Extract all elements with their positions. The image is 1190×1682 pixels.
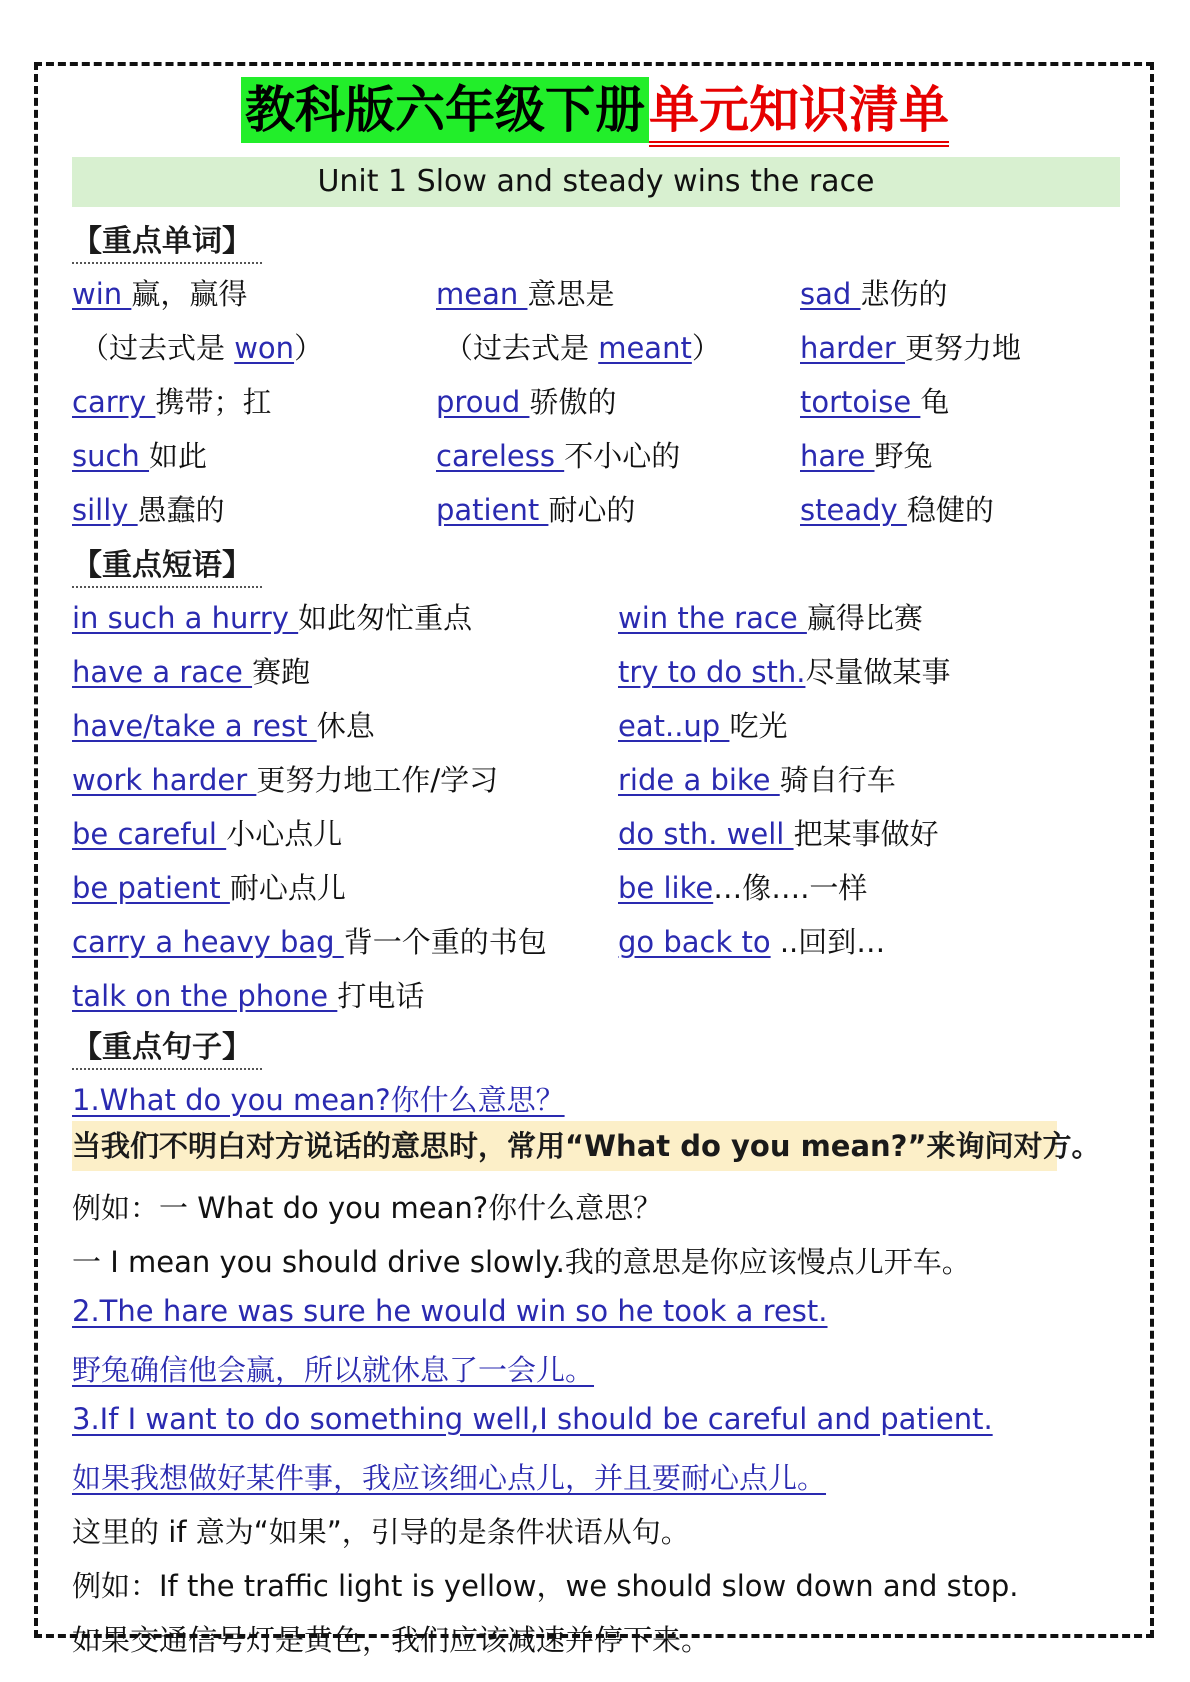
word-item: careless 不小心的 xyxy=(436,439,681,473)
sentence-3-translation: 如果我想做好某件事，我应该细心点儿，并且要耐心点儿。 xyxy=(72,1461,827,1495)
word-item: hare 野兔 xyxy=(800,439,933,473)
phrase-item: be careful 小心点儿 xyxy=(72,817,343,851)
example-line: 例如：If the traffic light is yellow，we should slow down and stop. xyxy=(72,1569,1019,1603)
phrase-item: be like…像….一样 xyxy=(618,871,868,905)
title-highlighted: 教科版六年级下册 xyxy=(241,77,649,143)
example-line: 例如：一 What do you mean?你什么意思？ xyxy=(72,1191,663,1225)
example-line: 如果交通信号灯是黄色，我们应该减速并停下来。 xyxy=(72,1623,711,1657)
phrase-item: try to do sth.尽量做某事 xyxy=(618,655,951,689)
phrase-item: have/take a rest 休息 xyxy=(72,709,375,743)
phrase-item: eat..up 吃光 xyxy=(618,709,788,743)
word-item: steady 稳健的 xyxy=(800,493,994,527)
sentence-2-translation: 野兔确信他会赢，所以就休息了一会儿。 xyxy=(72,1353,595,1387)
phrase-item: in such a hurry 如此匆忙重点 xyxy=(72,601,473,635)
phrase-item: carry a heavy bag 背一个重的书包 xyxy=(72,925,547,959)
section-phrases: 【重点短语】 xyxy=(72,540,262,588)
section-sentences: 【重点句子】 xyxy=(72,1022,262,1070)
phrase-item: work harder 更努力地工作/学习 xyxy=(72,763,499,797)
phrase-item: ride a bike 骑自行车 xyxy=(618,763,896,797)
section-words: 【重点单词】 xyxy=(72,216,262,264)
word-item: （过去式是 won） xyxy=(80,331,324,365)
sentence-2: 2.The hare was sure he would win so he took a rest. xyxy=(72,1294,828,1328)
usage-note-highlight: 当我们不明白对方说话的意思时，常用“What do you mean?”来询问对方。 xyxy=(72,1121,1057,1171)
phrase-item: talk on the phone 打电话 xyxy=(72,979,425,1013)
word-item: carry 携带；扛 xyxy=(72,385,272,419)
word-item: patient 耐心的 xyxy=(436,493,636,527)
word-item: mean 意思是 xyxy=(436,277,615,311)
word-item: such 如此 xyxy=(72,439,208,473)
phrase-item: be patient 耐心点儿 xyxy=(72,871,346,905)
phrase-item: go back to ..回到… xyxy=(618,925,886,959)
word-item: tortoise 龟 xyxy=(800,385,950,419)
phrase-item: do sth. well 把某事做好 xyxy=(618,817,939,851)
sentence-1: 1.What do you mean?你什么意思？ xyxy=(72,1083,565,1117)
page-title xyxy=(0,70,1190,142)
example-line: 一 I mean you should drive slowly.我的意思是你应该慢点儿开车。 xyxy=(72,1245,971,1279)
unit-heading: Unit 1 Slow and steady wins the race xyxy=(72,157,1120,207)
word-item: （过去式是 meant） xyxy=(444,331,721,365)
grammar-note: 这里的 if 意为“如果”，引导的是条件状语从句。 xyxy=(72,1515,690,1549)
word-item: proud 骄傲的 xyxy=(436,385,617,419)
word-item: sad 悲伤的 xyxy=(800,277,948,311)
word-item: silly 愚蠢的 xyxy=(72,493,225,527)
sentence-3: 3.If I want to do something well,I should be careful and patient. xyxy=(72,1402,993,1436)
phrase-item: win the race 赢得比赛 xyxy=(618,601,923,635)
title-red: 单元知识清单 xyxy=(649,81,949,147)
phrase-item: have a race 赛跑 xyxy=(72,655,311,689)
word-item: harder 更努力地 xyxy=(800,331,1021,365)
word-item: win 赢，赢得 xyxy=(72,277,248,311)
